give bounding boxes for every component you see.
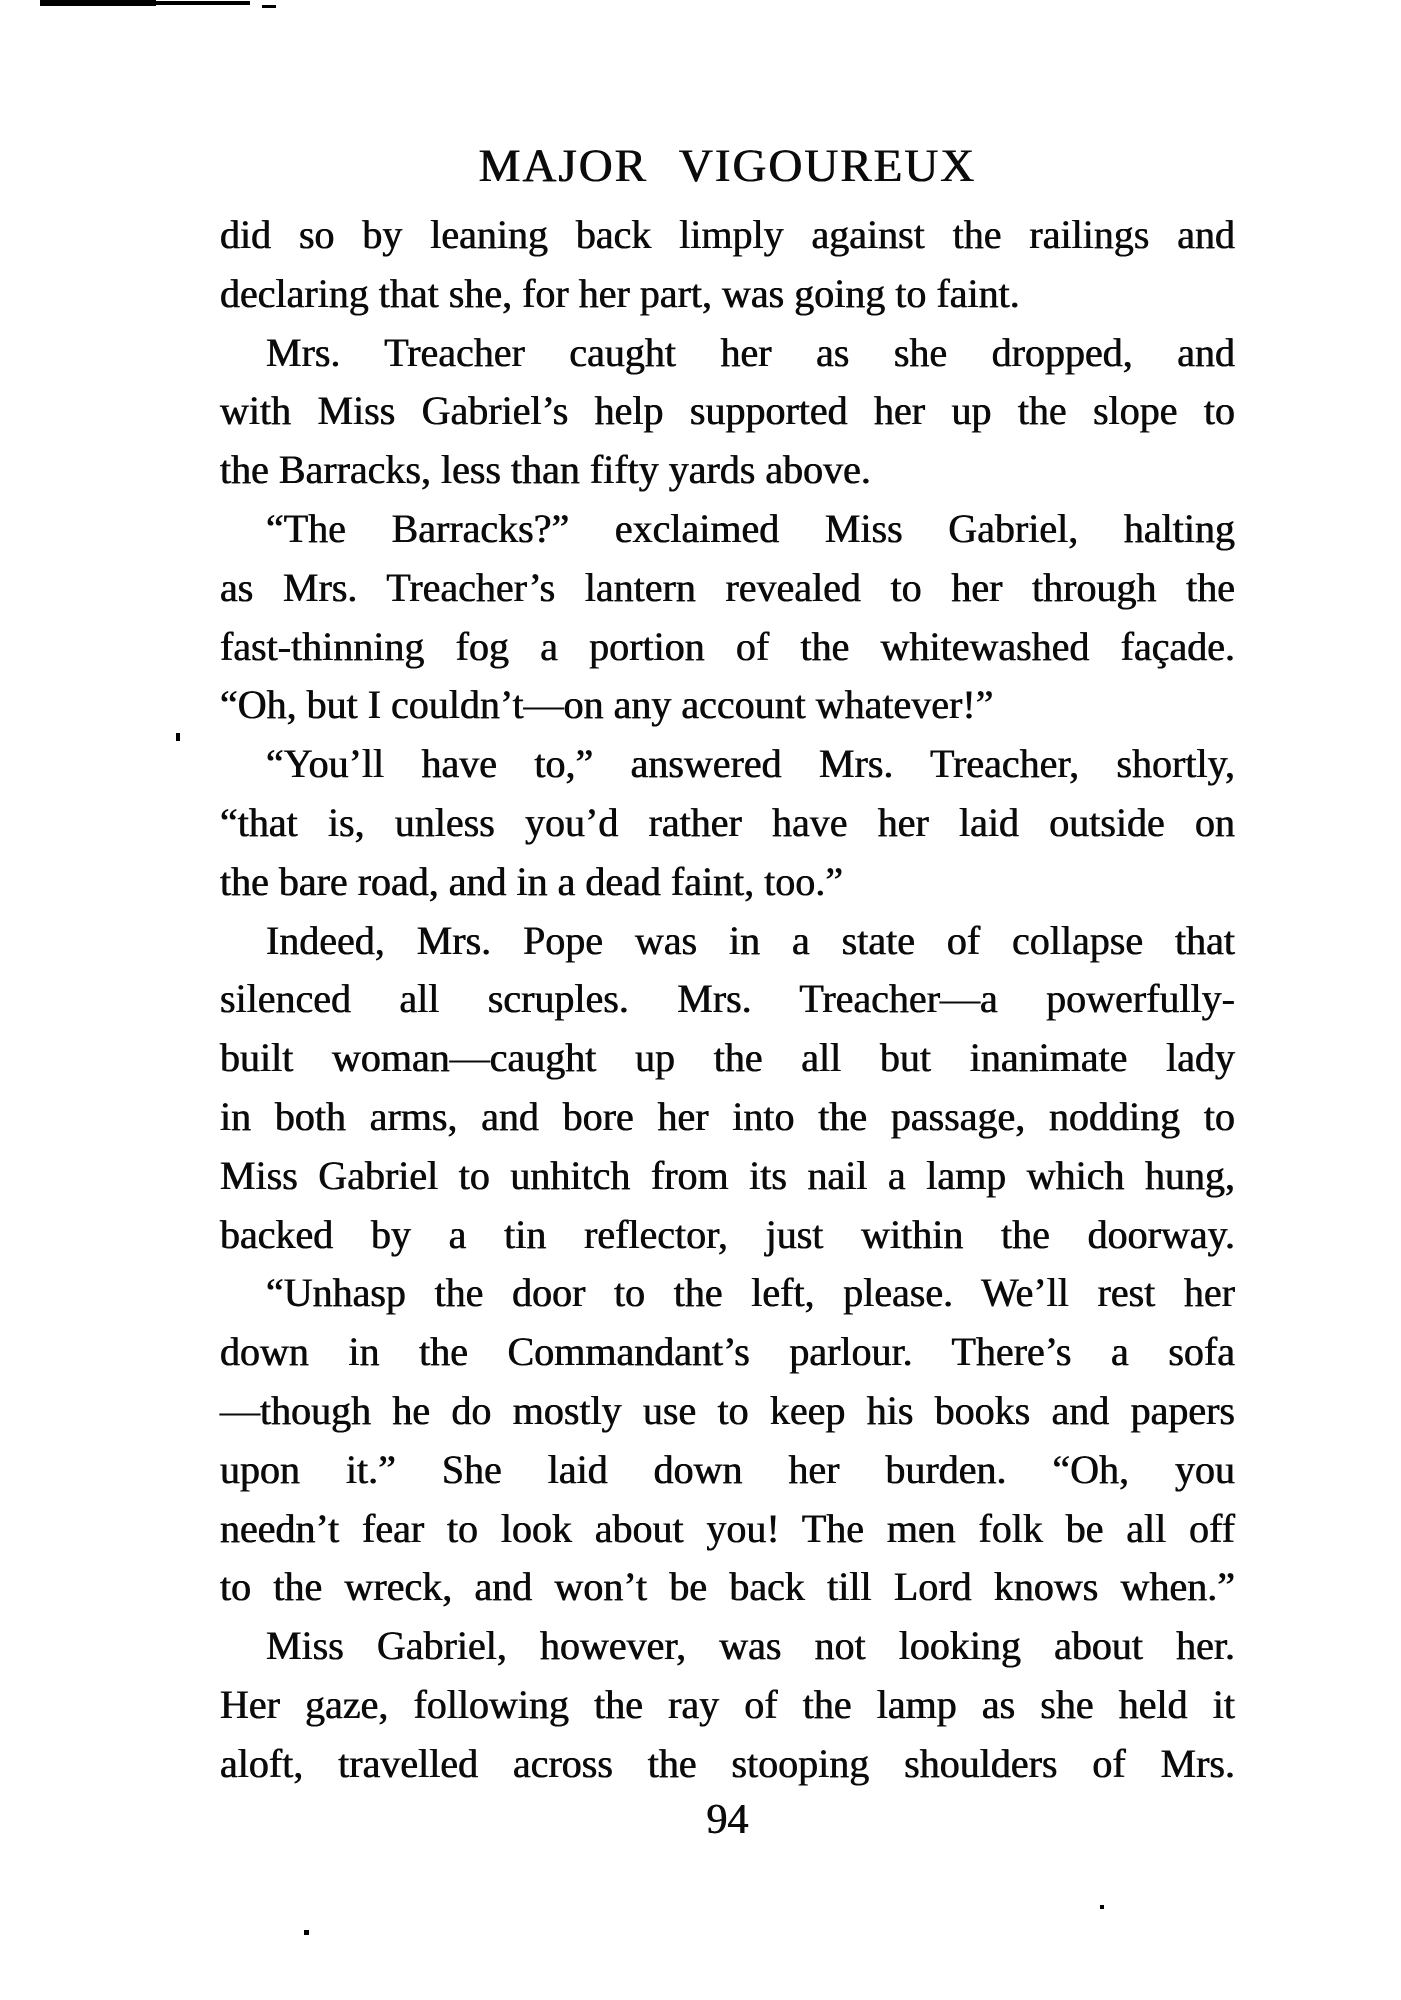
scan-artifact-line — [154, 1, 250, 5]
scan-artifact-line — [40, 0, 156, 6]
text-line: Indeed, Mrs. Pope was in a state of collapse that — [266, 917, 1235, 963]
text-line: “The Barracks?” exclaimed Miss Gabriel, halting — [266, 505, 1235, 551]
text-line: Miss Gabriel to unhitch from its nail a lamp which hung, — [220, 1152, 1235, 1198]
scan-speck — [304, 1930, 309, 1935]
text-line: in both arms, and bore her into the passage, nodding to — [220, 1093, 1235, 1139]
text-line: fast-thinning fog a portion of the whitewashed façade. — [220, 623, 1235, 669]
text-line: “You’ll have to,” answered Mrs. Treacher, shortly, — [266, 741, 1235, 787]
text-line: “that is, unless you’d rather have her laid outside on — [220, 799, 1235, 845]
text-line: declaring that she, for her part, was going to faint. — [220, 270, 1020, 316]
text-line: —though he do mostly use to keep his books and papers — [220, 1387, 1235, 1433]
text-line: down in the Commandant’s parlour. There’s a sofa — [220, 1329, 1235, 1375]
text-line: “Unhasp the door to the left, please. We’ll rest her — [266, 1270, 1235, 1316]
text-line: as Mrs. Treacher’s lantern revealed to her through the — [220, 564, 1235, 610]
text-line: to the wreck, and won’t be back till Lord knows when.” — [220, 1564, 1235, 1610]
scan-speck — [176, 733, 180, 741]
scan-speck — [1100, 1905, 1104, 1909]
text-line: aloft, travelled across the stooping shoulders of Mrs. — [220, 1740, 1235, 1786]
scan-artifact-line — [262, 5, 276, 8]
text-line: backed by a tin reflector, just within the doorway. — [220, 1211, 1235, 1257]
text-line: Miss Gabriel, however, was not looking about her. — [266, 1623, 1235, 1669]
text-line: silenced all scruples. Mrs. Treacher—a powerfully- — [220, 976, 1235, 1022]
text-line: built woman—caught up the all but inanimate lady — [220, 1035, 1235, 1081]
text-line: upon it.” She laid down her burden. “Oh, you — [220, 1446, 1235, 1492]
running-header: MAJOR VIGOUREUX — [478, 140, 977, 192]
text-line: Her gaze, following the ray of the lamp as she held it — [220, 1681, 1235, 1727]
text-line: Mrs. Treacher caught her as she dropped, and — [266, 329, 1235, 375]
text-line: with Miss Gabriel’s help supported her up the slope to — [220, 388, 1235, 434]
text-line: did so by leaning back limply against the railings and — [220, 212, 1235, 257]
body-text — [220, 206, 1235, 1794]
text-line: “Oh, but I couldn’t—on any account whatever!” — [220, 682, 994, 728]
text-line: needn’t fear to look about you! The men folk be all off — [220, 1505, 1235, 1551]
text-line: the bare road, and in a dead faint, too.” — [220, 858, 844, 904]
text-line: the Barracks, less than fifty yards above. — [220, 447, 871, 493]
page-number: 94 — [706, 1797, 749, 1843]
